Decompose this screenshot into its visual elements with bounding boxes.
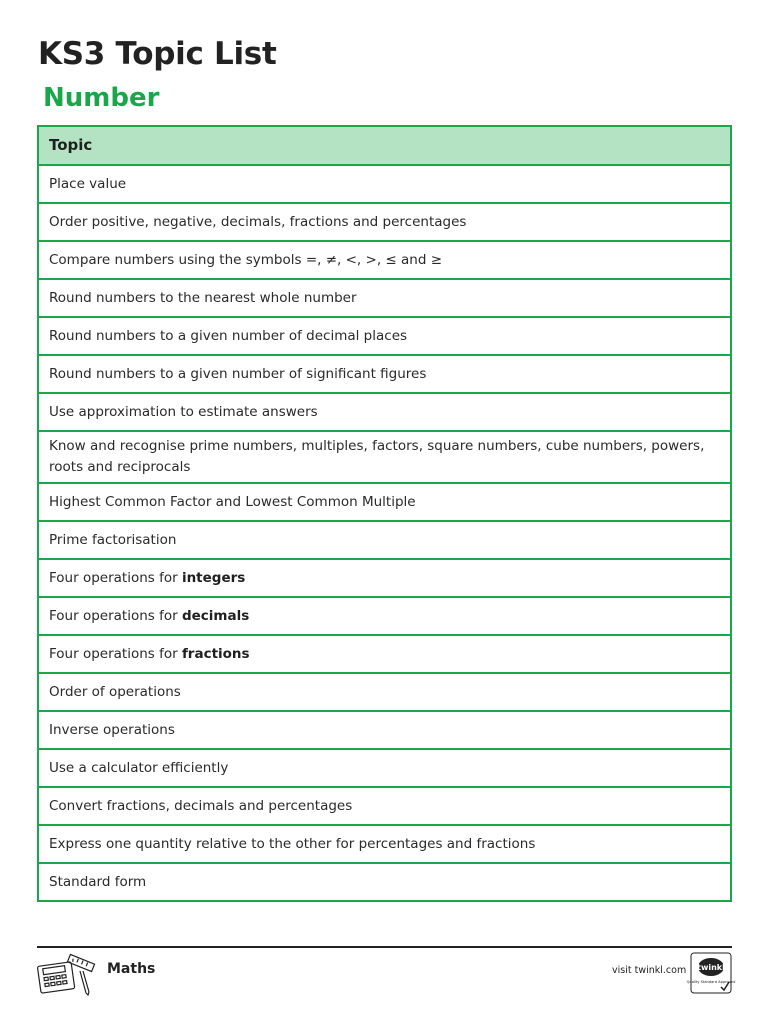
row-emphasis: decimals	[181, 607, 250, 624]
badge-brand: twinkl	[697, 963, 725, 972]
document-title: KS3 Topic List	[38, 36, 277, 72]
row-text: Four operations for	[49, 569, 182, 586]
table-row	[39, 634, 730, 672]
footer-link[interactable]: visit twinkl.com	[612, 965, 687, 976]
table-row	[39, 748, 730, 786]
footer-divider	[37, 946, 732, 948]
table-row	[39, 710, 730, 748]
table-row	[39, 316, 730, 354]
table-row	[39, 164, 730, 202]
row-emphasis: integers	[181, 569, 246, 586]
table-row	[39, 672, 730, 710]
row-text: Express one quantity relative to the other for percentages and fractions	[49, 835, 536, 852]
table-row	[39, 202, 730, 240]
table-row	[39, 240, 730, 278]
row-text: Inverse operations	[49, 721, 175, 738]
table-row	[39, 558, 730, 596]
row-text: Place value	[49, 175, 127, 192]
table-row	[39, 824, 730, 862]
row-text: Know and recognise prime numbers, multiples, factors, square numbers, cube numbers, powers, roots and reciprocals	[49, 438, 705, 475]
row-text: Use a calculator efficiently	[49, 759, 229, 776]
quality-badge	[686, 952, 736, 994]
topic-table	[37, 125, 732, 902]
table-row	[39, 482, 730, 520]
row-text: Four operations for	[49, 607, 182, 624]
row-text: Four operations for	[49, 645, 182, 662]
table-row	[39, 278, 730, 316]
row-emphasis: fractions	[181, 645, 250, 662]
row-text: Use approximation to estimate answers	[49, 403, 318, 420]
row-text: Convert fractions, decimals and percentages	[49, 797, 353, 814]
row-text: Round numbers to the nearest whole number	[49, 289, 357, 306]
row-text: Round numbers to a given number of decimal places	[49, 327, 408, 344]
row-text: Order positive, negative, decimals, fractions and percentages	[49, 213, 467, 230]
table-header: Topic	[39, 127, 730, 164]
calculator-ruler-icon	[36, 953, 98, 995]
row-text: Order of operations	[49, 683, 181, 700]
footer-subject: Maths	[107, 961, 156, 977]
table-row	[39, 786, 730, 824]
row-text: Compare numbers using the symbols =, ≠, <, >, ≤ and ≥	[49, 251, 443, 268]
table-row	[39, 520, 730, 558]
table-row	[39, 392, 730, 430]
badge-caption: Quality Standard Approved	[686, 980, 736, 984]
row-text: Round numbers to a given number of significant figures	[49, 365, 427, 382]
row-text: Highest Common Factor and Lowest Common Multiple	[49, 493, 416, 510]
table-row	[39, 430, 730, 482]
table-row	[39, 862, 730, 900]
row-text: Prime factorisation	[49, 531, 177, 548]
section-title: Number	[43, 83, 160, 113]
row-text: Standard form	[49, 873, 147, 890]
table-row	[39, 354, 730, 392]
table-row	[39, 596, 730, 634]
